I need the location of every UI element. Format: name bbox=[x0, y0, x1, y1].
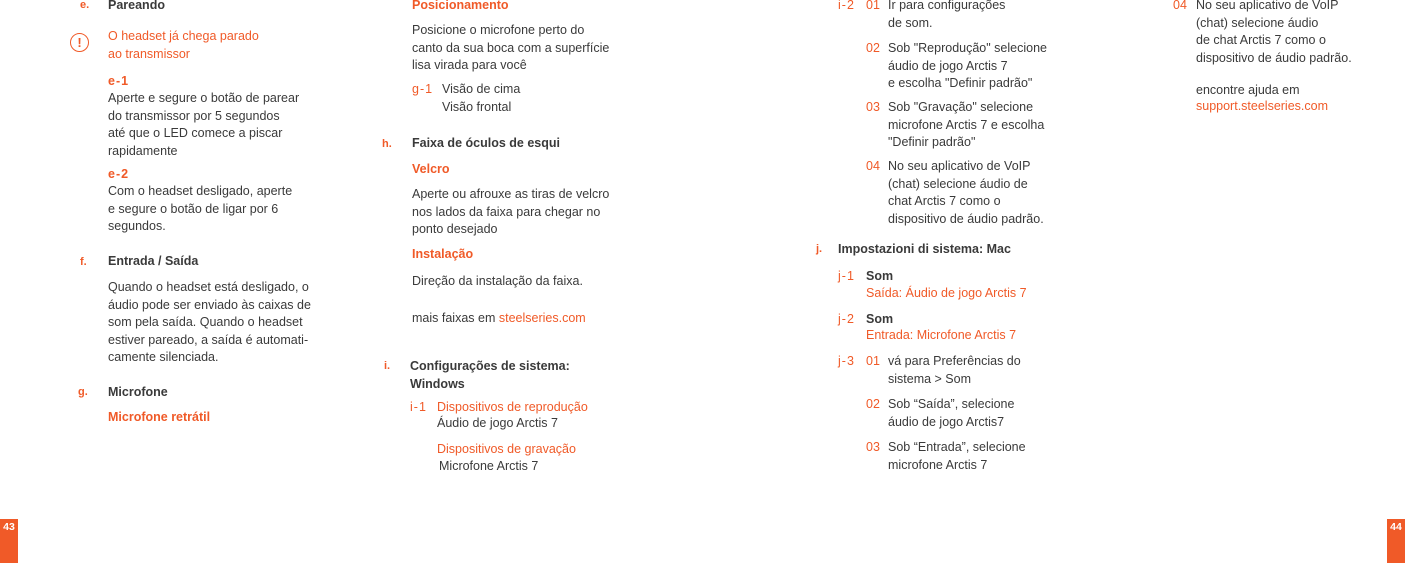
i2-step-number: 03 bbox=[866, 100, 880, 114]
step-text-e1: Aperte e segure o botão de parear do transmissor por 5 segundos até que o LED comece a piscar rapidamente bbox=[108, 91, 300, 158]
step-code-e2: e-2 bbox=[108, 167, 130, 181]
installation-text: Direção da instalação da faixa. bbox=[412, 274, 583, 288]
section-letter-j: j. bbox=[816, 243, 823, 255]
section-heading-strap: Faixa de óculos de esqui bbox=[412, 136, 560, 150]
velcro-text: Aperte ou afrouxe as tiras de velcro nos lados da faixa para chegar no ponto desejado bbox=[412, 187, 610, 236]
playback-devices-value: Áudio de jogo Arctis 7 bbox=[437, 416, 558, 430]
j3-step-text: Sob “Entrada”, selecione microfone Arctis 7 bbox=[888, 440, 1026, 472]
page-number-left: 43 bbox=[0, 519, 18, 563]
step-code-i2: i-2 bbox=[838, 0, 855, 12]
section-letter-h: h. bbox=[382, 138, 392, 150]
j3-step-text: vá para Preferências do sistema > Som bbox=[888, 354, 1021, 386]
step-code-j3: j-3 bbox=[838, 354, 855, 368]
section-heading-mac: Impostazioni di sistema: Mac bbox=[838, 242, 1011, 256]
step-code-j1: j-1 bbox=[838, 269, 855, 283]
i2-step-text: Ir para configurações de som. bbox=[888, 0, 1006, 30]
i2-step-text: Sob "Gravação" selecione microfone Arctis 7 e escolha "Definir padrão" bbox=[888, 100, 1045, 149]
j2-title: Som bbox=[866, 312, 894, 326]
j3-step-number: 03 bbox=[866, 440, 880, 454]
far-right-step-text: No seu aplicativo de VoIP (chat) selecione áudio de chat Arctis 7 como o dispositivo de áudio padrão. bbox=[1196, 0, 1352, 65]
i2-step-text: Sob "Reprodução" selecione áudio de jogo Arctis 7 e escolha "Definir padrão" bbox=[888, 41, 1047, 90]
i2-step-text: No seu aplicativo de VoIP (chat) selecione áudio de chat Arctis 7 como o dispositivo de áudio padrão. bbox=[888, 159, 1044, 226]
step-text-g1: Visão de cima Visão frontal bbox=[442, 82, 521, 114]
exclamation-circle-icon: ! bbox=[70, 33, 89, 52]
velcro-label: Velcro bbox=[412, 162, 450, 176]
positioning-label: Posicionamento bbox=[412, 0, 509, 12]
step-text-e2: Com o headset desligado, aperte e segure o botão de ligar por 6 segundos. bbox=[108, 184, 293, 233]
help-text: encontre ajuda em bbox=[1196, 83, 1300, 97]
step-code-i1: i-1 bbox=[410, 400, 427, 414]
section-letter-f: f. bbox=[80, 256, 87, 268]
i2-step-number: 04 bbox=[866, 159, 880, 173]
i2-step-number: 02 bbox=[866, 41, 880, 55]
pairing-warning: O headset já chega parado ao transmissor bbox=[108, 29, 259, 61]
j3-step-number: 01 bbox=[866, 354, 880, 368]
playback-devices-label: Dispositivos de reprodução bbox=[437, 400, 588, 414]
support-link[interactable]: support.steelseries.com bbox=[1196, 99, 1329, 113]
section-heading-io: Entrada / Saída bbox=[108, 254, 199, 268]
section-heading-pairing: Pareando bbox=[108, 0, 165, 12]
recording-devices-value: Microfone Arctis 7 bbox=[439, 459, 539, 473]
j1-title: Som bbox=[866, 269, 894, 283]
positioning-text: Posicione o microfone perto do canto da sua boca com a superfície lisa virada para você bbox=[412, 23, 610, 72]
section-letter-g: g. bbox=[78, 386, 88, 398]
page-number-right: 44 bbox=[1387, 519, 1405, 563]
step-code-j2: j-2 bbox=[838, 312, 855, 326]
more-straps-text bbox=[412, 310, 586, 328]
retractable-mic-label: Microfone retrátil bbox=[108, 410, 211, 424]
section-letter-e: e. bbox=[80, 0, 90, 11]
j3-step-text: Sob “Saída”, selecione áudio de jogo Arctis7 bbox=[888, 397, 1015, 429]
step-code-g1: g-1 bbox=[412, 82, 434, 96]
j3-step-number: 02 bbox=[866, 397, 880, 411]
far-right-step-number: 04 bbox=[1173, 0, 1187, 12]
j2-value: Entrada: Microfone Arctis 7 bbox=[866, 328, 1017, 342]
section-heading-microphone: Microfone bbox=[108, 385, 168, 399]
installation-label: Instalação bbox=[412, 247, 474, 261]
section-letter-i: i. bbox=[384, 360, 391, 372]
step-code-e1: e-1 bbox=[108, 74, 130, 88]
io-description: Quando o headset está desligado, o áudio pode ser enviado às caixas de som pela saída. Quando o headset estiver pareado, a saída é automati- camente silenciada. bbox=[108, 280, 311, 364]
recording-devices-label: Dispositivos de gravação bbox=[437, 442, 576, 456]
more-straps-prefix: mais faixas em bbox=[412, 311, 496, 325]
section-heading-windows: Configurações de sistema: Windows bbox=[410, 359, 570, 391]
steelseries-link[interactable]: steelseries.com bbox=[498, 311, 586, 325]
j1-value: Saída: Áudio de jogo Arctis 7 bbox=[866, 286, 1027, 300]
i2-step-number: 01 bbox=[866, 0, 880, 12]
